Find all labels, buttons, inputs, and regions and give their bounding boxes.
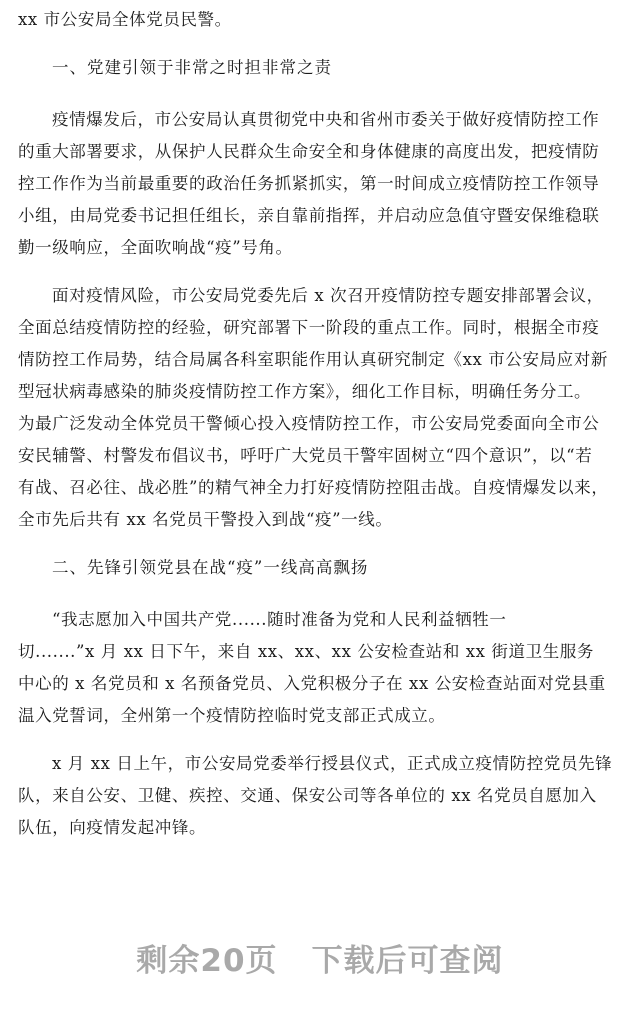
section-2-heading: 二、先锋引领党县在战“疫”一线高高飘扬 <box>52 558 369 577</box>
paragraph-line: 队伍，向疫情发起冲锋。 <box>18 818 207 837</box>
opening-line: xx 市公安局全体党员民警。 <box>18 10 232 29</box>
paragraph-line: 的重大部署要求，从保护人民群众生命安全和身体健康的高度出发，把疫情防 <box>18 142 600 161</box>
remaining-pages-label: 剩余20页 <box>136 943 278 979</box>
section-1-paragraph-2 <box>18 280 622 536</box>
paragraph-line: 全市先后共有 xx 名党员干警投入到战“疫”一线。 <box>18 510 393 529</box>
section-2-paragraph-2 <box>18 748 622 844</box>
download-prompt-banner[interactable] <box>0 935 640 980</box>
paragraph-line: 控工作作为当前最重要的政治任务抓紧抓实，第一时间成立疫情防控工作领导 <box>18 174 600 193</box>
paragraph-line: 有战、召必往、战必胜”的精气神全力打好疫情防控阻击战。自疫情爆发以来， <box>18 478 609 497</box>
download-to-view-label[interactable]: 下载后可查阅 <box>311 943 504 979</box>
paragraph-line: 为最广泛发动全体党员干警倾心投入疫情防控工作，市公安局党委面向全市公 <box>18 414 600 433</box>
paragraph-line: 勤一级响应，全面吹响战“疫”号角。 <box>18 238 293 257</box>
paragraph-line: 情防控工作局势，结合局属各科室职能作用认真研究制定《xx 市公安局应对新 <box>18 350 608 369</box>
paragraph-line: 面对疫情风险，市公安局党委先后 x 次召开疫情防控专题安排部署会议， <box>52 286 604 305</box>
paragraph-line: “我志愿加入中国共产党......随时准备为党和人民利益牺牲一 <box>52 610 507 629</box>
section-2-paragraph-1 <box>18 604 622 732</box>
paragraph-line: 温入党誓词，全州第一个疫情防控临时党支部正式成立。 <box>18 706 446 725</box>
paragraph-line: 切.......”x 月 xx 日下午，来自 xx、xx、xx 公安检查站和 xx 街道卫生服务 <box>18 642 595 661</box>
paragraph-line: 型冠状病毒感染的肺炎疫情防控工作方案》，细化工作目标，明确任务分工。 <box>18 382 592 401</box>
paragraph-line: x 月 xx 日上午，市公安局党委举行授县仪式，正式成立疫情防控党员先锋 <box>52 754 613 773</box>
paragraph-line: 全面总结疫情防控的经验，研究部署下一阶段的重点工作。同时，根据全市疫 <box>18 318 600 337</box>
paragraph-line: 中心的 x 名党员和 x 名预备党员、入党积极分子在 xx 公安检查站面对党县重 <box>18 674 606 693</box>
section-1-heading: 一、党建引领于非常之时担非常之责 <box>52 58 332 77</box>
paragraph-line: 安民辅警、村警发布倡议书，呼吁广大党员干警牢固树立“四个意识”，以“若 <box>18 446 593 465</box>
paragraph-line: 队，来自公安、卫健、疾控、交通、保安公司等各单位的 xx 名党员自愿加入 <box>18 786 597 805</box>
section-1-paragraph-1 <box>18 104 622 264</box>
paragraph-line: 小组，由局党委书记担任组长，亲自靠前指挥，并启动应急值守暨安保维稳联 <box>18 206 600 225</box>
paragraph-line: 疫情爆发后，市公安局认真贯彻党中央和省州市委关于做好疫情防控工作 <box>52 110 600 129</box>
